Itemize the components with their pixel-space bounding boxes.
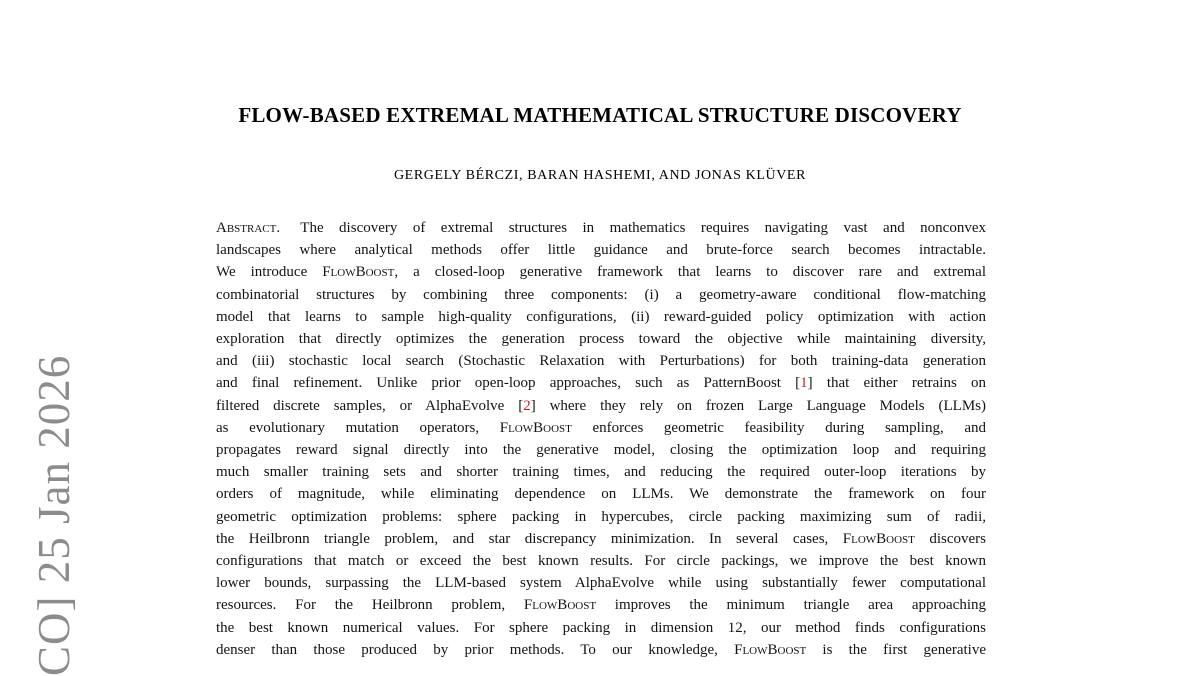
abstract-line: denser than those produced by prior methods. To our knowledge, FlowBoost is the first generative [216,641,986,658]
abstract-line: We introduce FlowBoost, a closed-loop generative framework that learns to discover rare and extremal [216,264,986,281]
abstract-line: geometric optimization problems: sphere packing in hypercubes, circle packing maximizing sum of radii, [216,508,986,525]
abstract-line: and final refinement. Unlike prior open-loop approaches, such as PatternBoost [1] that either retrains on [216,375,986,392]
abstract-line: model that learns to sample high-quality configurations, (ii) reward-guided policy optimization with action [216,308,986,325]
citation-ref[interactable]: 2 [523,397,531,414]
abstract-line: as evolutionary mutation operators, FlowBoost enforces geometric feasibility during sampling, and [216,419,986,436]
abstract-line: propagates reward signal directly into the generative model, closing the optimization loop and requiring [216,442,986,459]
abstract-line: lower bounds, surpassing the LLM-based system AlphaEvolve while using substantially fewer computational [216,575,986,592]
abstract-line: filtered discrete samples, or AlphaEvolve [2] where they rely on frozen Large Language Models (LLMs) [216,397,986,414]
citation-ref[interactable]: 1 [800,375,808,392]
abstract-line: exploration that directly optimizes the generation process toward the objective while maintaining diversity, [216,331,986,348]
abstract-line: the Heilbronn triangle problem, and star discrepancy minimization. In several cases, FlowBoost discovers [216,530,986,547]
abstract-line: configurations that match or exceed the best known results. For circle packings, we improve the best known [216,553,986,570]
abstract-line: Abstract. The discovery of extremal structures in mathematics requires navigating vast and nonconvex [216,220,986,236]
abstract-line: and (iii) stochastic local search (Stochastic Relaxation with Perturbations) for both training-data generation [216,353,986,370]
abstract [216,217,986,661]
abstract-line: landscapes where analytical methods offer little guidance and brute-force search becomes intractable. [216,242,986,259]
abstract-line: resources. For the Heilbronn problem, FlowBoost improves the minimum triangle area approaching [216,597,987,614]
abstract-line: the best known numerical values. For sphere packing in dimension 12, our method finds configurations [216,619,986,636]
paper-title: FLOW-BASED EXTREMAL MATHEMATICAL STRUCTURE DISCOVERY [238,103,962,127]
arxiv-watermark: CO] 25 Jan 2026 [29,354,79,676]
abstract-line: orders of magnitude, while eliminating dependence on LLMs. We demonstrate the framework on four [216,486,986,503]
abstract-line: combinatorial structures by combining three components: (i) a geometry-aware conditional flow-matching [216,286,986,303]
abstract-line: much smaller training sets and shorter training times, and reducing the required outer-loop iterations by [216,464,986,481]
paper-authors: GERGELY BÉRCZI, BARAN HASHEMI, AND JONAS KLÜVER [393,168,807,183]
